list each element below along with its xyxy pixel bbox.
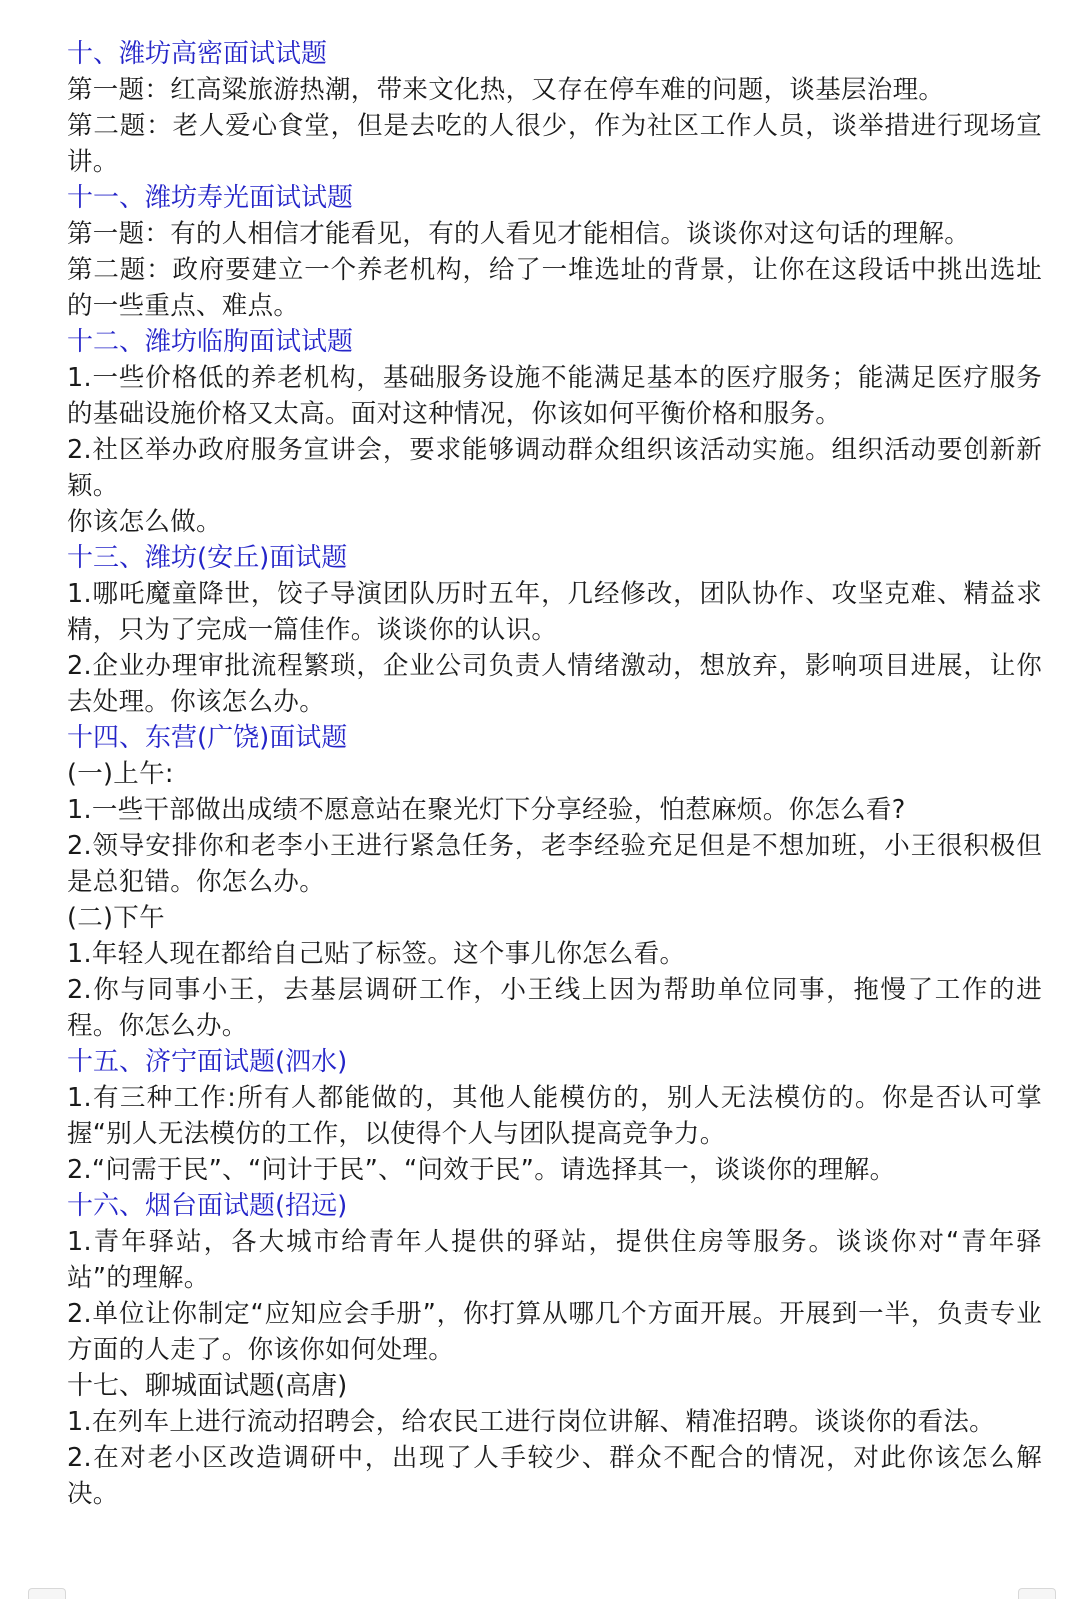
subsection-label: (一)上午: bbox=[67, 759, 174, 789]
question-line: 1.有三种工作:所有人都能做的，其他人能模仿的，别人无法模仿的。你是否认可掌握“别人无法模仿的工作，以使得个人与团队提高竞争力。 bbox=[67, 1083, 1042, 1149]
section-title: 十三、潍坊(安丘)面试题 bbox=[67, 543, 348, 573]
question-line: 2.单位让你制定“应知应会手册”，你打算从哪几个方面开展。开展到一半，负责专业方面的人走了。你该你如何处理。 bbox=[67, 1299, 1042, 1365]
section-title: 十一、潍坊寿光面试试题 bbox=[67, 183, 354, 213]
question-line: 2.领导安排你和老李小王进行紧急任务，老李经验充足但是不想加班，小王很积极但是总犯错。你怎么办。 bbox=[67, 831, 1042, 897]
section-sishui bbox=[67, 1044, 1042, 1188]
question-line: 1.哪吒魔童降世，饺子导演团队历时五年，几经修改，团队协作、攻坚克难、精益求精，只为了完成一篇佳作。谈谈你的认识。 bbox=[67, 579, 1042, 645]
question-line: 2.在对老小区改造调研中，出现了人手较少、群众不配合的情况，对此你该怎么解决。 bbox=[67, 1443, 1042, 1509]
section-guangrao bbox=[67, 720, 1042, 1044]
question-line: 1.青年驿站，各大城市给青年人提供的驿站，提供住房等服务。谈谈你对“青年驿站”的理解。 bbox=[67, 1227, 1042, 1293]
section-title: 十七、聊城面试题(高唐) bbox=[67, 1371, 348, 1401]
section-linqu bbox=[67, 324, 1042, 540]
question-line: 第二题：老人爱心食堂，但是去吃的人很少，作为社区工作人员，谈举措进行现场宣讲。 bbox=[67, 111, 1042, 177]
subsection-label: (二)下午 bbox=[67, 903, 165, 933]
question-line: 1.一些干部做出成绩不愿意站在聚光灯下分享经验，怕惹麻烦。你怎么看? bbox=[67, 795, 906, 825]
document-page bbox=[67, 36, 1042, 1512]
question-line: 2.“问需于民”、“问计于民”、“问效于民”。请选择其一，谈谈你的理解。 bbox=[67, 1155, 896, 1185]
question-line: 2.你与同事小王，去基层调研工作，小王线上因为帮助单位同事，拖慢了工作的进程。你怎么办。 bbox=[67, 975, 1042, 1041]
question-line: 你该怎么做。 bbox=[67, 507, 222, 537]
question-line: 第一题：有的人相信才能看见，有的人看见才能相信。谈谈你对这句话的理解。 bbox=[67, 219, 971, 249]
section-zhaoyuan bbox=[67, 1188, 1042, 1368]
page-corner-right bbox=[1018, 1588, 1056, 1599]
question-line: 1.一些价格低的养老机构，基础服务设施不能满足基本的医疗服务；能满足医疗服务的基础设施价格又太高。面对这种情况，你该如何平衡价格和服务。 bbox=[67, 363, 1042, 429]
section-gaomi bbox=[67, 36, 1042, 180]
section-anqiu bbox=[67, 540, 1042, 720]
section-shouguang bbox=[67, 180, 1042, 324]
section-title: 十六、烟台面试题(招远) bbox=[67, 1191, 348, 1221]
question-line: 2.社区举办政府服务宣讲会，要求能够调动群众组织该活动实施。组织活动要创新新颖。 bbox=[67, 435, 1042, 501]
question-line: 1.在列车上进行流动招聘会，给农民工进行岗位讲解、精准招聘。谈谈你的看法。 bbox=[67, 1407, 995, 1437]
question-line: 第一题：红高粱旅游热潮，带来文化热，又存在停车难的问题，谈基层治理。 bbox=[67, 75, 945, 105]
question-line: 2.企业办理审批流程繁琐，企业公司负责人情绪激动，想放弃，影响项目进展，让你去处理。你该怎么办。 bbox=[67, 651, 1042, 717]
question-line: 第二题：政府要建立一个养老机构，给了一堆选址的背景，让你在这段话中挑出选址的一些重点、难点。 bbox=[67, 255, 1042, 321]
question-line: 1.年轻人现在都给自己贴了标签。这个事儿你怎么看。 bbox=[67, 939, 686, 969]
section-title: 十、潍坊高密面试试题 bbox=[67, 39, 328, 69]
section-title: 十五、济宁面试题(泗水) bbox=[67, 1047, 348, 1077]
section-title: 十四、东营(广饶)面试题 bbox=[67, 723, 348, 753]
section-gaotang bbox=[67, 1368, 1042, 1512]
section-title: 十二、潍坊临朐面试试题 bbox=[67, 327, 354, 357]
page-corner-left bbox=[28, 1588, 66, 1599]
